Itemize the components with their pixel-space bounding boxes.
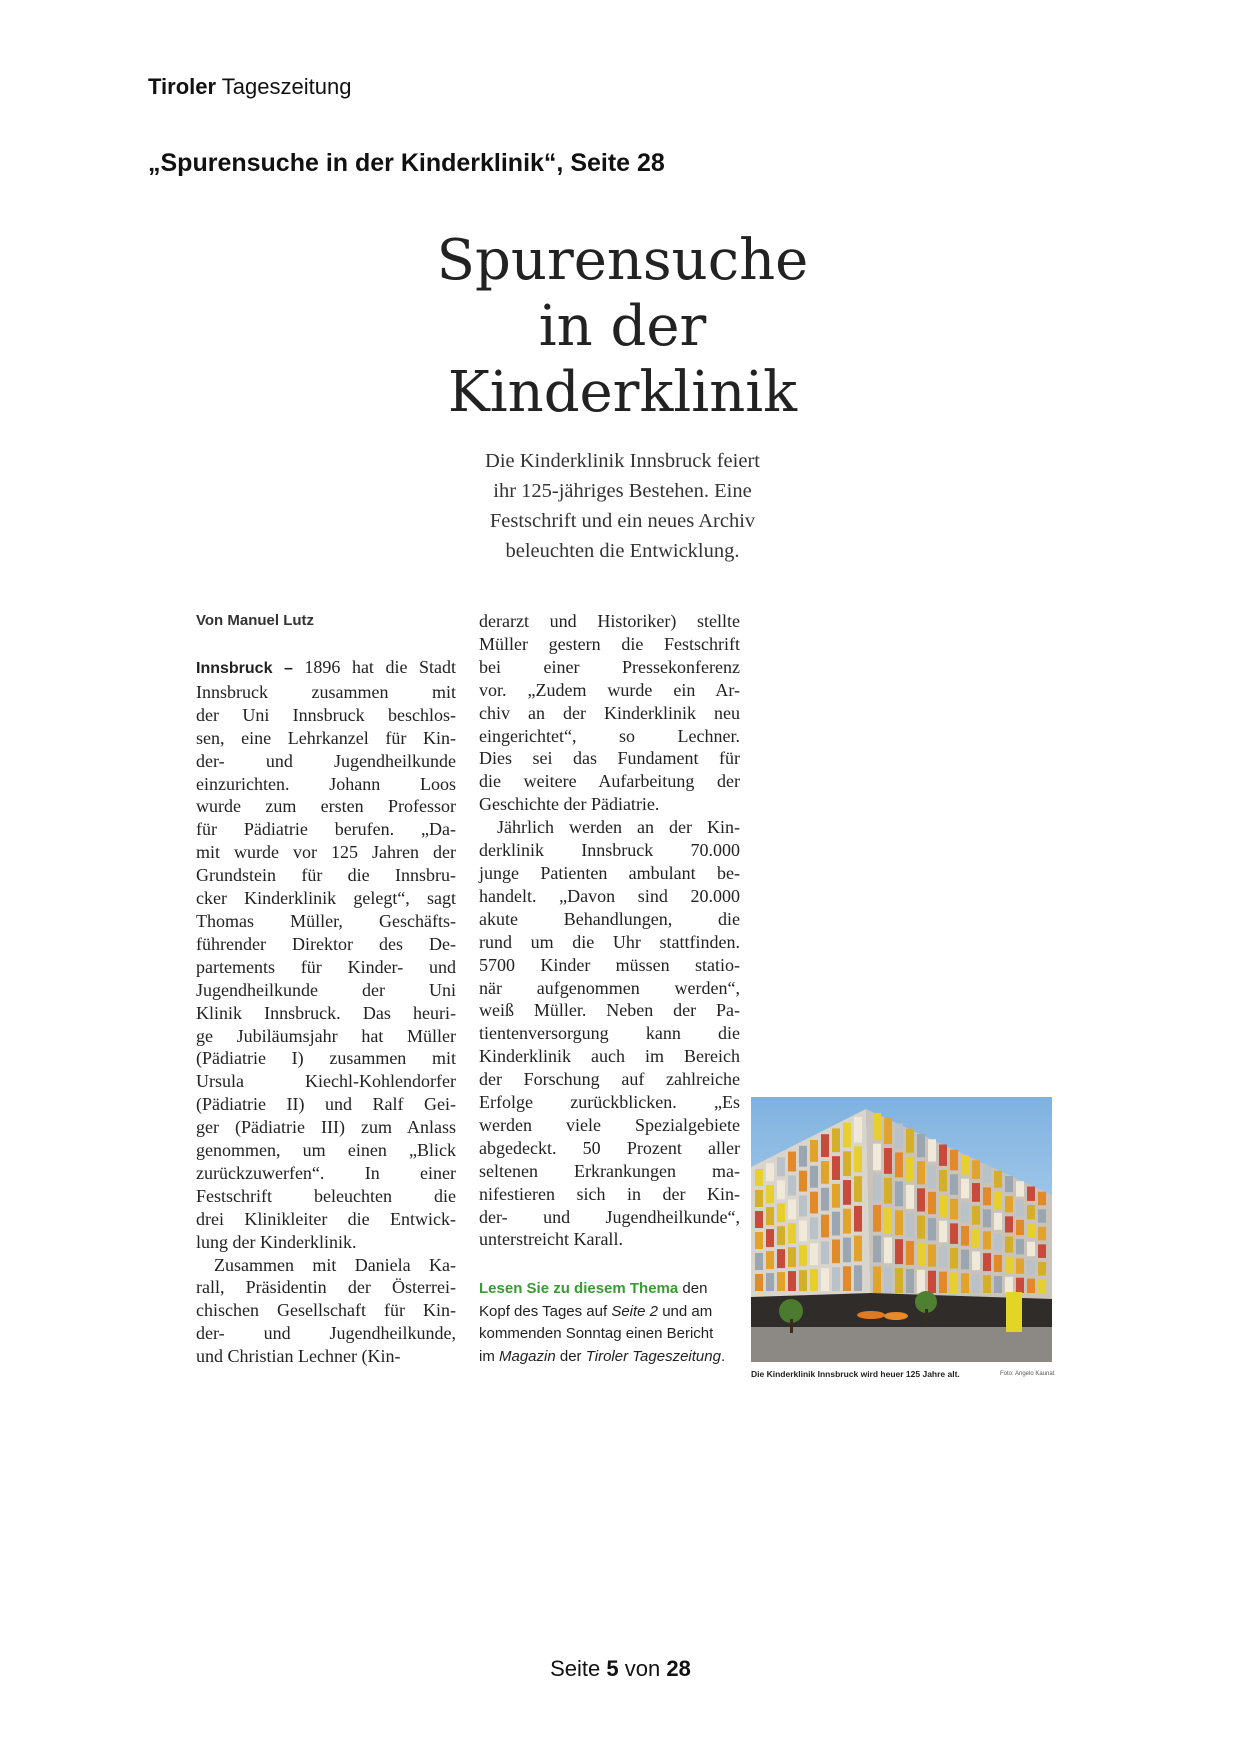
body-line: Klinik Innsbruck. Das heuri- <box>196 1002 456 1023</box>
promo-text: . <box>720 1347 726 1365</box>
body-line: Ursula Kiechl-Kohlendorfer <box>196 1071 456 1092</box>
body-line: führender Direktor des De- <box>196 933 456 954</box>
facade-panel <box>961 1202 969 1222</box>
facade-panel <box>832 1156 840 1180</box>
subhead-line: beleuchten die Entwicklung. <box>505 540 740 562</box>
body-line: junge Patienten ambulant be- <box>479 862 740 883</box>
footer-of-word: von <box>624 1656 661 1681</box>
body-line <box>196 656 456 681</box>
facade-panel <box>906 1269 914 1293</box>
facade-panel <box>917 1134 925 1157</box>
body-line: ger (Pädiatrie III) zum Anlass <box>196 1117 456 1138</box>
facade-panel <box>1027 1260 1035 1274</box>
facade-panel <box>854 1265 862 1291</box>
facade-panel <box>810 1192 818 1214</box>
facade-panel <box>788 1247 796 1267</box>
facade-panel <box>1005 1176 1013 1192</box>
facade-panel <box>1016 1201 1024 1216</box>
body-line: für Pädiatrie berufen. „Da- <box>196 819 456 840</box>
facade-panel <box>950 1248 958 1269</box>
facade-panel <box>810 1243 818 1265</box>
facade-panel <box>928 1218 936 1240</box>
facade-panel <box>950 1174 958 1195</box>
facade-panel <box>1038 1209 1046 1223</box>
body-line: und Christian Lechner (Kin- <box>196 1346 401 1367</box>
facade-panel <box>895 1152 903 1177</box>
facade-panel <box>972 1274 980 1293</box>
facade-panel <box>821 1215 829 1238</box>
body-line: Thomas Müller, Geschäfts- <box>196 910 456 931</box>
facade-panel <box>1005 1277 1013 1293</box>
subhead-line: ihr 125-jähriges Bestehen. Eine <box>493 480 752 502</box>
footer-total-pages: 28 <box>666 1656 691 1681</box>
facade-panel <box>873 1113 881 1140</box>
body-line: wurde zum ersten Professor <box>196 796 456 817</box>
facade-panel <box>854 1147 862 1173</box>
facade-panel <box>983 1187 991 1205</box>
promo-line <box>479 1346 751 1369</box>
facade-panel <box>799 1171 807 1192</box>
byline: Von Manuel Lutz <box>196 612 315 629</box>
body-line: Geschichte der Pädiatrie. <box>479 794 660 815</box>
facade-panel <box>843 1180 851 1205</box>
facade-panel <box>788 1199 796 1219</box>
facade-panel <box>843 1238 851 1263</box>
facade-panel <box>854 1206 862 1232</box>
page-footer <box>0 1656 1241 1682</box>
body-line: Dies sei das Fundament für <box>479 748 740 769</box>
facade-panel <box>917 1270 925 1293</box>
facade-panel <box>917 1216 925 1239</box>
facade-panel <box>1027 1205 1035 1219</box>
body-line: ge Jubiläumsjahr hat Müller <box>196 1025 456 1046</box>
facade-panel <box>766 1185 774 1203</box>
body-line: bei einer Pressekonferenz <box>479 656 740 677</box>
facade-panel <box>1027 1187 1035 1201</box>
facade-panel <box>766 1251 774 1269</box>
facade-panel <box>939 1145 947 1166</box>
facade-panel <box>928 1244 936 1266</box>
body-line: werden viele Spezialgebiete <box>479 1114 740 1135</box>
article-headline <box>430 228 815 426</box>
body-line: Erfolge zurückblicken. „Es <box>479 1092 740 1113</box>
body-line: sen, eine Lehrkanzel für Kin- <box>196 727 456 748</box>
body-line: seltenen Erkrankungen ma- <box>479 1160 740 1181</box>
facade-panel <box>799 1245 807 1266</box>
facade-panel <box>939 1246 947 1267</box>
body-line: der- und Jugendheilkunde, <box>196 1323 456 1344</box>
body-line: (Pädiatrie II) und Ralf Gei- <box>196 1094 456 1115</box>
facade-panel <box>961 1273 969 1293</box>
body-line: die weitere Aufarbeitung der <box>479 771 740 792</box>
facade-panel <box>994 1234 1002 1251</box>
headline-line: in der <box>538 294 707 359</box>
body-line: Jährlich werden an der Kin- <box>497 817 740 838</box>
body-line: akute Behandlungen, die <box>479 908 740 929</box>
body-line: der- und Jugendheilkunde <box>196 750 456 771</box>
facade-panel <box>854 1236 862 1262</box>
facade-panel <box>821 1188 829 1211</box>
facade-panel <box>972 1160 980 1179</box>
facade-panel <box>755 1211 763 1228</box>
facade-panel <box>755 1169 763 1186</box>
facade-panel <box>994 1171 1002 1188</box>
facade-panel <box>1016 1239 1024 1254</box>
facade-panel <box>755 1253 763 1270</box>
body-line: der Forschung auf zahlreiche <box>479 1069 740 1090</box>
body-line: mit wurde vor 125 Jahren der <box>196 842 456 863</box>
facade-panel <box>928 1139 936 1161</box>
facade-panel <box>821 1134 829 1157</box>
facade-panel <box>1005 1216 1013 1232</box>
subhead-line: Die Kinderklinik Innsbruck feiert <box>485 450 760 472</box>
facade-panel <box>1005 1237 1013 1253</box>
facade-panel <box>884 1178 892 1204</box>
body-line: rund um die Uhr stattfinden. <box>479 931 740 952</box>
facade-panel <box>939 1195 947 1216</box>
facade-panel <box>906 1213 914 1237</box>
facade-panel <box>1027 1242 1035 1256</box>
publication-name-bold: Tiroler <box>148 74 217 99</box>
facade-panel <box>972 1251 980 1270</box>
body-line: Müller gestern die Festschrift <box>479 633 740 654</box>
facade-panel <box>939 1272 947 1293</box>
facade-panel <box>972 1229 980 1248</box>
facade-panel <box>799 1196 807 1217</box>
facade-panel <box>994 1192 1002 1209</box>
facade-panel <box>873 1266 881 1293</box>
body-line: rall, Präsidentin der Österrei- <box>196 1277 456 1298</box>
article-column-1 <box>196 656 456 1368</box>
facade-panel <box>832 1267 840 1291</box>
facade-panel <box>1016 1278 1024 1293</box>
facade-panel <box>843 1209 851 1234</box>
building-photo <box>751 1097 1052 1362</box>
body-line: derarzt und Historiker) stellte <box>479 611 740 631</box>
facade-panel <box>983 1275 991 1293</box>
facade-panel <box>810 1269 818 1291</box>
facade-panel <box>873 1144 881 1171</box>
facade-panel <box>895 1268 903 1293</box>
facade-panel <box>895 1239 903 1264</box>
facade-panel <box>766 1207 774 1225</box>
facade-panel <box>777 1203 785 1222</box>
facade-panel <box>972 1183 980 1202</box>
body-line: 5700 Kinder müssen statio- <box>479 954 740 975</box>
facade-panel <box>950 1223 958 1244</box>
promo-line <box>479 1301 751 1324</box>
facade-panel <box>766 1273 774 1291</box>
facade-panel <box>777 1272 785 1291</box>
facade-panel <box>994 1276 1002 1293</box>
facade-panel <box>755 1274 763 1291</box>
facade-panel <box>1038 1227 1046 1241</box>
facade-panel <box>983 1253 991 1271</box>
facade-panel <box>799 1146 807 1167</box>
publication-name-rest: Tageszeitung <box>221 74 352 99</box>
facade-panel <box>788 1152 796 1172</box>
facade-panel <box>939 1170 947 1191</box>
promo-text: den <box>678 1280 708 1297</box>
facade-panel <box>884 1237 892 1263</box>
body-line: Innsbruck zusammen mit <box>196 681 456 702</box>
facade-panel <box>766 1163 774 1181</box>
promo-highlight: Lesen Sie zu diesem Thema <box>479 1280 679 1297</box>
promo-italic: Tiroler Tageszeitung <box>585 1347 721 1365</box>
facade-panel <box>810 1218 818 1240</box>
facade-panel <box>766 1229 774 1247</box>
facade-panel <box>906 1129 914 1153</box>
publication-name <box>148 74 351 100</box>
facade-panel <box>832 1239 840 1263</box>
dateline: Innsbruck – <box>196 660 293 677</box>
body-line: chischen Gesellschaft für Kin- <box>196 1300 456 1321</box>
body-line: Zusammen mit Daniela Ka- <box>214 1254 456 1275</box>
facade-panel <box>821 1241 829 1264</box>
body-line: tientenversorgung kann die <box>479 1023 740 1044</box>
body-line: drei Klinikleiter die Entwick- <box>196 1208 456 1229</box>
facade-panel <box>810 1166 818 1188</box>
promo-box <box>479 1278 751 1368</box>
body-line: eingerichtet“, so Lechner. <box>479 725 740 746</box>
body-line: Kinderklinik auch im Bereich <box>479 1046 740 1067</box>
facade-panel <box>895 1124 903 1149</box>
facade-panel <box>799 1270 807 1291</box>
facade-panel <box>906 1241 914 1265</box>
body-line: vor. „Zudem wurde ein Ar- <box>479 679 740 700</box>
facade-panel <box>884 1208 892 1234</box>
body-line: (Pädiatrie I) zusammen mit <box>196 1048 456 1069</box>
body-line: lung der Kinderklinik. <box>196 1231 357 1252</box>
promo-italic: Seite 2 <box>611 1302 659 1320</box>
body-line: zurückzuwerfen“. In einer <box>196 1162 456 1183</box>
promo-italic: Magazin <box>499 1347 556 1365</box>
facade-panel <box>917 1161 925 1184</box>
facade-panel <box>1038 1279 1046 1293</box>
facade-panel <box>777 1249 785 1268</box>
facade-panel <box>832 1184 840 1208</box>
facade-panel <box>884 1267 892 1293</box>
headline-line: Spurensuche <box>436 228 809 293</box>
facade-panel <box>983 1209 991 1227</box>
facade-panel <box>950 1199 958 1220</box>
body-line: abgedeckt. 50 Prozent aller <box>479 1137 740 1158</box>
promo-text: im <box>479 1347 499 1365</box>
subhead-line: Festschrift und ein neues Archiv <box>489 510 756 532</box>
body-line: Jugendheilkunde der Uni <box>196 979 456 1000</box>
promo-text: und am <box>658 1302 713 1320</box>
body-line: genommen, um einen „Blick <box>196 1140 456 1161</box>
facade-panel <box>755 1232 763 1249</box>
facade-panel <box>1038 1192 1046 1206</box>
body-line: partements für Kinder- und <box>196 956 456 977</box>
facade-panel <box>895 1181 903 1206</box>
facade-panel <box>873 1236 881 1263</box>
facade-panel <box>906 1185 914 1209</box>
body-text: 1896 hat die Stadt <box>304 657 457 677</box>
headline-line: Kinderklinik <box>447 360 798 425</box>
facade-panel <box>777 1226 785 1245</box>
body-line: Festschrift beleuchten die <box>196 1185 456 1206</box>
facade-panel <box>884 1148 892 1174</box>
facade-panel <box>917 1188 925 1211</box>
facade-panel <box>884 1118 892 1144</box>
facade-panel <box>843 1123 851 1148</box>
facade-panel <box>961 1179 969 1199</box>
body-line: der- und Jugendheilkunde“, <box>479 1206 740 1227</box>
body-line: cker Kinderklinik gelegt“, sagt <box>196 888 456 909</box>
facade-panel <box>1005 1196 1013 1212</box>
facade-panel <box>906 1157 914 1181</box>
facade-panel <box>755 1190 763 1207</box>
facade-panel <box>917 1243 925 1266</box>
facade-panel <box>1016 1258 1024 1273</box>
facade-panel <box>1005 1257 1013 1273</box>
facade-panel <box>928 1192 936 1214</box>
article-subhead <box>440 446 805 566</box>
facade-panel <box>1027 1279 1035 1293</box>
footer-page-word: Seite <box>550 1656 601 1681</box>
facade-panel <box>854 1117 862 1143</box>
facade-panel <box>873 1174 881 1201</box>
facade-panel <box>928 1166 936 1188</box>
facade-panel <box>799 1220 807 1241</box>
facade-panel <box>961 1226 969 1246</box>
facade-panel <box>873 1205 881 1232</box>
body-line: der Uni Innsbruck beschlos- <box>196 704 456 725</box>
facade-panel <box>983 1166 991 1184</box>
facade-panel <box>961 1155 969 1175</box>
body-line: derklinik Innsbruck 70.000 <box>479 840 740 861</box>
article-column-2 <box>479 610 740 1251</box>
facade-panel <box>788 1223 796 1243</box>
facade-panel <box>788 1176 796 1196</box>
photo-credit: Foto: Angelo Kaunat <box>1000 1371 1055 1377</box>
facade-panel <box>994 1255 1002 1272</box>
promo-text: der <box>555 1347 586 1365</box>
promo-text: Kopf des Tages auf <box>479 1302 612 1320</box>
facade-panel <box>843 1151 851 1176</box>
facade-panel <box>950 1272 958 1293</box>
facade-panel <box>821 1161 829 1184</box>
facade-panel <box>972 1206 980 1225</box>
body-line: nifestieren sich in der Kin- <box>479 1183 740 1204</box>
body-line: när aufgenommen werden“, <box>479 977 740 998</box>
body-line: Grundstein für die Innsbru- <box>196 865 456 886</box>
facade-panel <box>810 1140 818 1162</box>
facade-panel <box>821 1268 829 1291</box>
body-line: unterstreicht Karall. <box>479 1229 623 1250</box>
facade-panel <box>939 1221 947 1242</box>
photo-caption: Die Kinderklinik Innsbruck wird heuer 125 Jahre alt. <box>751 1369 960 1379</box>
body-line: chiv an der Kinderklinik neu <box>479 702 740 723</box>
facade-panel <box>994 1213 1002 1230</box>
body-line: einzurichten. Johann Loos <box>196 773 456 794</box>
facade-panel <box>1038 1262 1046 1276</box>
facade-panel <box>1016 1181 1024 1196</box>
facade-panel <box>832 1212 840 1236</box>
facade-panel <box>950 1150 958 1171</box>
facade-panel <box>928 1271 936 1293</box>
promo-line <box>479 1278 751 1301</box>
facade-panel <box>1027 1223 1035 1237</box>
facade-panel <box>895 1210 903 1235</box>
body-line: handelt. „Davon sind 20.000 <box>479 885 740 906</box>
facade-panel <box>961 1250 969 1270</box>
article-reference: „Spurensuche in der Kinderklinik“, Seite 28 <box>148 149 665 177</box>
body-line: weiß Müller. Neben der Pa- <box>479 1000 740 1021</box>
facade-panel <box>832 1128 840 1152</box>
facade-panel <box>788 1271 796 1291</box>
facade-panel <box>1038 1244 1046 1258</box>
facade-panel <box>777 1157 785 1176</box>
facade-panel <box>843 1266 851 1291</box>
facade-panel <box>1016 1220 1024 1235</box>
promo-line: kommenden Sonntag einen Bericht <box>479 1325 714 1342</box>
facade-panel <box>777 1180 785 1199</box>
facade-panel <box>854 1176 862 1202</box>
facade-panel <box>983 1231 991 1249</box>
footer-current-page: 5 <box>606 1656 619 1681</box>
